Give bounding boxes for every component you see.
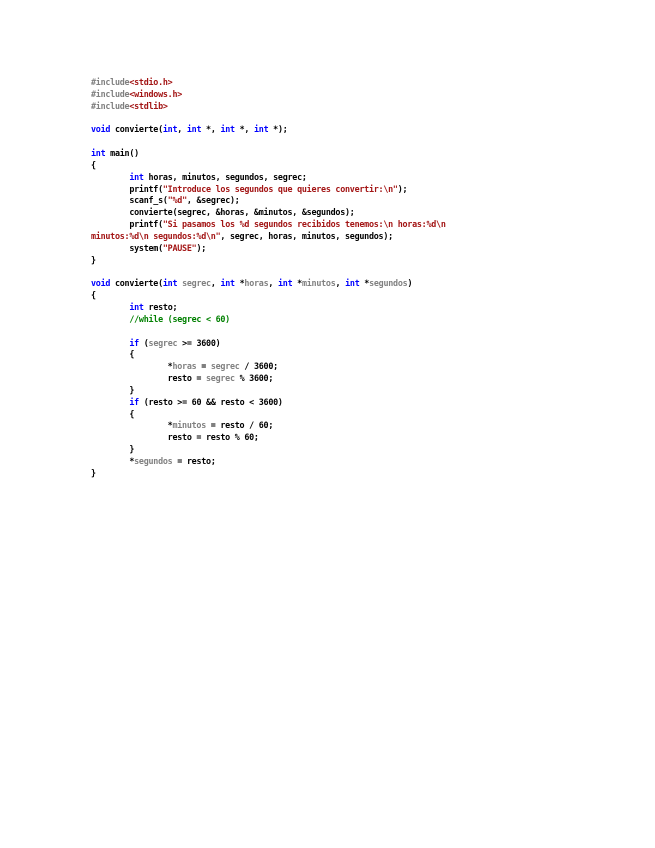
code-line [91,231,611,243]
code-line [91,172,611,184]
code-token: >= 3600) [177,337,221,348]
code-token: "PAUSE" [162,242,197,253]
code-token: minutos [301,278,336,289]
code-token: % 3600; [234,373,274,384]
code-line [91,420,611,432]
code-token: * [91,361,173,372]
code-token: *, [234,124,254,135]
code-token [91,338,129,348]
code-line [91,326,611,338]
code-token: ( [138,337,149,348]
code-line [91,101,611,113]
code-token: <windows.h> [129,88,183,99]
code-token: * [359,278,370,289]
code-token: scanf_s( [91,195,168,206]
code-token: resto = resto % 60; [91,432,259,443]
code-token: segrec [210,361,240,372]
code-token: resto = [91,373,207,384]
code-token: , [268,278,278,289]
code-line [91,77,611,89]
code-line [91,195,611,207]
code-token: int [220,278,235,289]
code-token: #include [91,77,130,87]
code-token: , &segrec); [186,195,240,206]
code-token: resto; [143,302,178,313]
code-token: segrec [206,373,235,384]
code-token: int [186,124,202,135]
code-line [91,432,611,444]
code-line [91,243,611,255]
code-token: } [91,384,135,395]
code-token: <stdio.h> [129,77,173,87]
code-line [91,124,611,136]
code-token: if [129,337,139,348]
code-token: int [254,124,269,135]
code-token: "Si pasamos los %d segundos recibidos tenemos:\n horas:%d\n [162,219,446,230]
code-token: } [91,444,135,455]
code-token [91,302,129,312]
code-line [91,397,611,409]
code-token: int [345,278,360,289]
code-token: //while (segrec < 60) [129,313,230,324]
code-line [91,361,611,373]
code-token: = resto; [172,456,216,466]
code-token: int [91,148,106,159]
code-token: int [162,124,178,135]
code-token: segrec [148,337,178,348]
code-token: / 3600; [239,361,278,372]
code-token: ); [196,242,207,253]
code-line [91,456,611,468]
code-line [91,444,611,456]
code-token: ); [397,183,408,194]
code-token: printf( [91,219,163,230]
code-token: "%d" [167,195,187,206]
code-token: minutos:%d\n segundos:%d\n" [91,230,221,241]
code-token: * [91,420,173,431]
code-token: segrec [182,278,211,289]
code-line [91,184,611,196]
code-token: int [277,278,293,289]
code-token: * [292,278,302,289]
code-token: segundos [134,456,173,466]
code-line [91,219,611,231]
code-token: segundos [369,278,408,289]
code-token: (resto >= 60 && resto < 3600) [138,396,283,407]
code-token: { [91,159,96,170]
code-token [91,172,129,182]
code-line [91,255,611,267]
code-line [91,136,611,148]
code-line [91,338,611,350]
code-token: horas [172,361,197,372]
code-line [91,267,611,279]
code-token: convierte( [110,124,163,135]
code-token [91,397,129,407]
code-line [91,468,611,480]
code-line [91,148,611,160]
code-line [91,290,611,302]
code-token: void [91,278,111,289]
code-token: , [210,278,221,289]
code-token: * [234,278,245,289]
code-token: #include [91,88,130,99]
code-token: { [91,290,96,301]
code-token [91,314,129,324]
code-token: main() [105,148,139,159]
code-token: = [196,361,211,372]
code-token: system( [91,242,163,253]
code-token: convierte(segrec, &horas, &minutos, &segundos); [91,207,355,218]
code-token: minutos [172,420,207,431]
code-line [91,207,611,219]
code-token: , [177,124,187,135]
code-token: , segrec, horas, minutos, segundos); [220,230,393,241]
code-line [91,314,611,326]
code-token: * [91,456,135,466]
code-token: *); [268,124,288,135]
code-token: horas, minutos, segundos, segrec; [143,171,307,182]
code-token: <stdlib> [129,100,168,111]
code-line [91,278,611,290]
code-token: } [91,467,96,478]
code-token: printf( [91,183,163,194]
code-token: #include [91,100,130,111]
code-token: int [220,124,235,135]
code-token: { [91,349,135,360]
code-token: *, [201,124,221,135]
code-token: { [91,408,135,419]
code-token: "Introduce los segundos que quieres convertir:\n" [162,183,398,194]
code-token: , [335,278,346,289]
code-line [91,373,611,385]
code-line [91,302,611,314]
code-token: void [91,124,111,135]
code-token: = resto / 60; [206,420,274,431]
code-block [91,77,611,480]
code-token: if [129,396,139,407]
code-token: int [162,278,178,289]
code-token: convierte( [110,278,163,289]
code-token: horas [244,278,269,289]
code-token: int [129,302,144,313]
code-line [91,409,611,421]
code-token: } [91,254,96,265]
code-line [91,349,611,361]
code-line [91,89,611,101]
code-line [91,113,611,125]
code-token: int [129,171,144,182]
code-line [91,160,611,172]
code-line [91,385,611,397]
code-token: ) [407,278,413,289]
